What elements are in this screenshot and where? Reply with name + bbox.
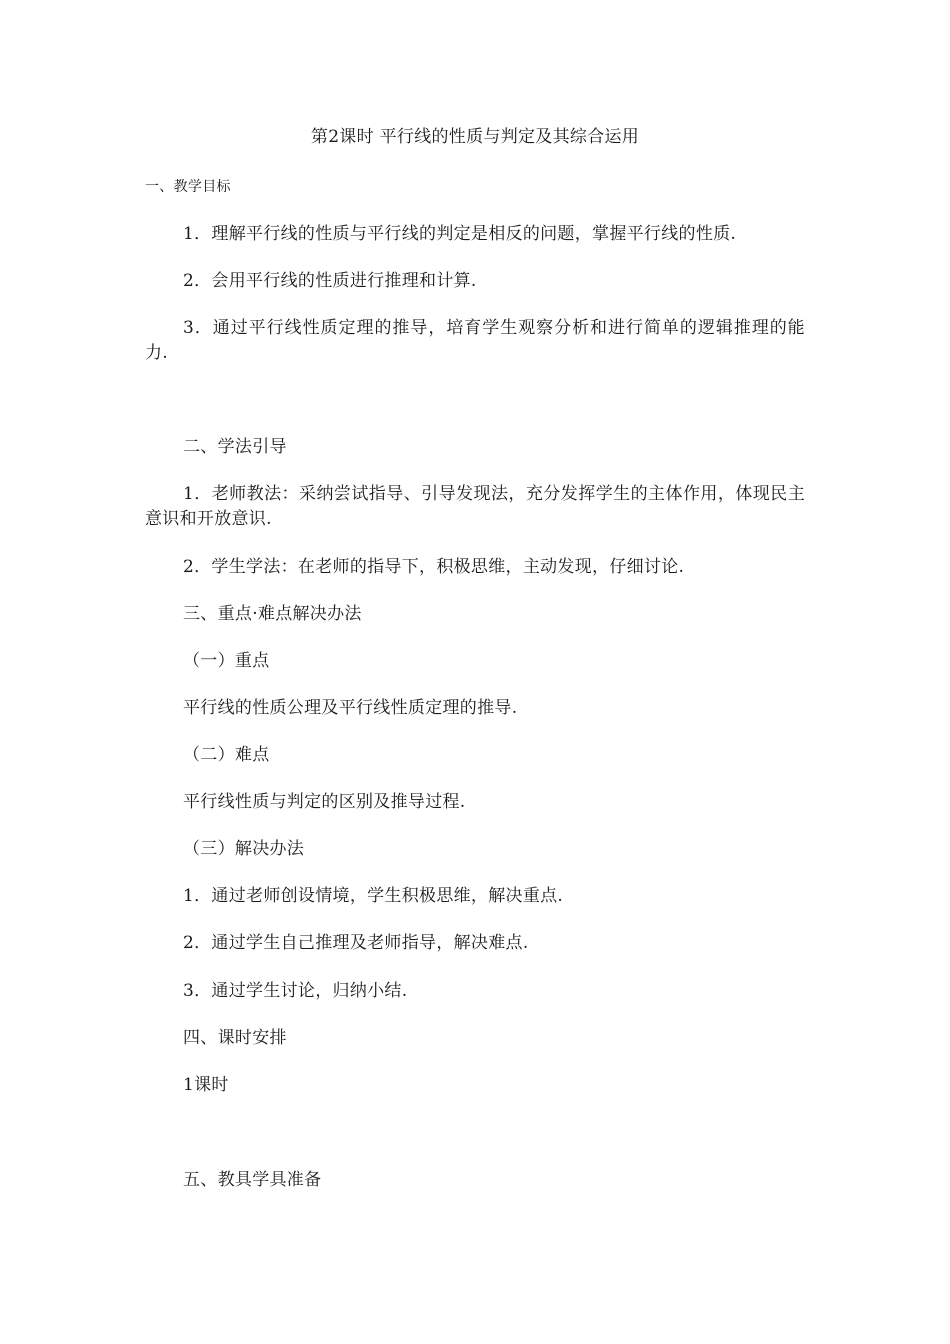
- method-item-1: 1．老师教法：采纳尝试指导、引导发现法，充分发挥学生的主体作用，体现民主意识和开放意识.: [145, 484, 805, 529]
- solution-item-1: 1．通过老师创设情境，学生积极思维，解决重点.: [183, 886, 564, 906]
- section-4-heading: 四、课时安排: [183, 1028, 287, 1048]
- solution-item-2: 2．通过学生自己推理及老师指导，解决难点.: [183, 933, 529, 953]
- solution-heading: （三）解决办法: [183, 839, 305, 859]
- solution-item-3: 3．通过学生讨论，归纳小结.: [183, 981, 408, 1001]
- method-item-2: 2．学生学法：在老师的指导下，积极思维，主动发现，仔细讨论.: [183, 557, 685, 577]
- objective-item-1: 1．理解平行线的性质与平行线的判定是相反的问题，掌握平行线的性质.: [183, 224, 737, 244]
- key-point-heading: （一）重点: [183, 651, 270, 671]
- objective-item-3: 3．通过平行线性质定理的推导，培育学生观察分析和进行简单的逻辑推理的能力.: [145, 318, 805, 363]
- lesson-count-text: 1课时: [183, 1075, 229, 1095]
- section-1-heading: 一、教学目标: [145, 179, 231, 195]
- difficulty-heading: （二）难点: [183, 745, 270, 765]
- difficulty-text: 平行线性质与判定的区别及推导过程.: [183, 792, 466, 812]
- section-2-heading: 二、学法引导: [183, 437, 287, 457]
- page-title: 第2课时 平行线的性质与判定及其综合运用: [310, 127, 640, 147]
- objective-item-2: 2．会用平行线的性质进行推理和计算.: [183, 271, 477, 291]
- key-point-text: 平行线的性质公理及平行线性质定理的推导.: [183, 698, 518, 718]
- section-5-heading: 五、教具学具准备: [183, 1170, 322, 1190]
- section-3-heading: 三、重点·难点解决办法: [183, 604, 362, 624]
